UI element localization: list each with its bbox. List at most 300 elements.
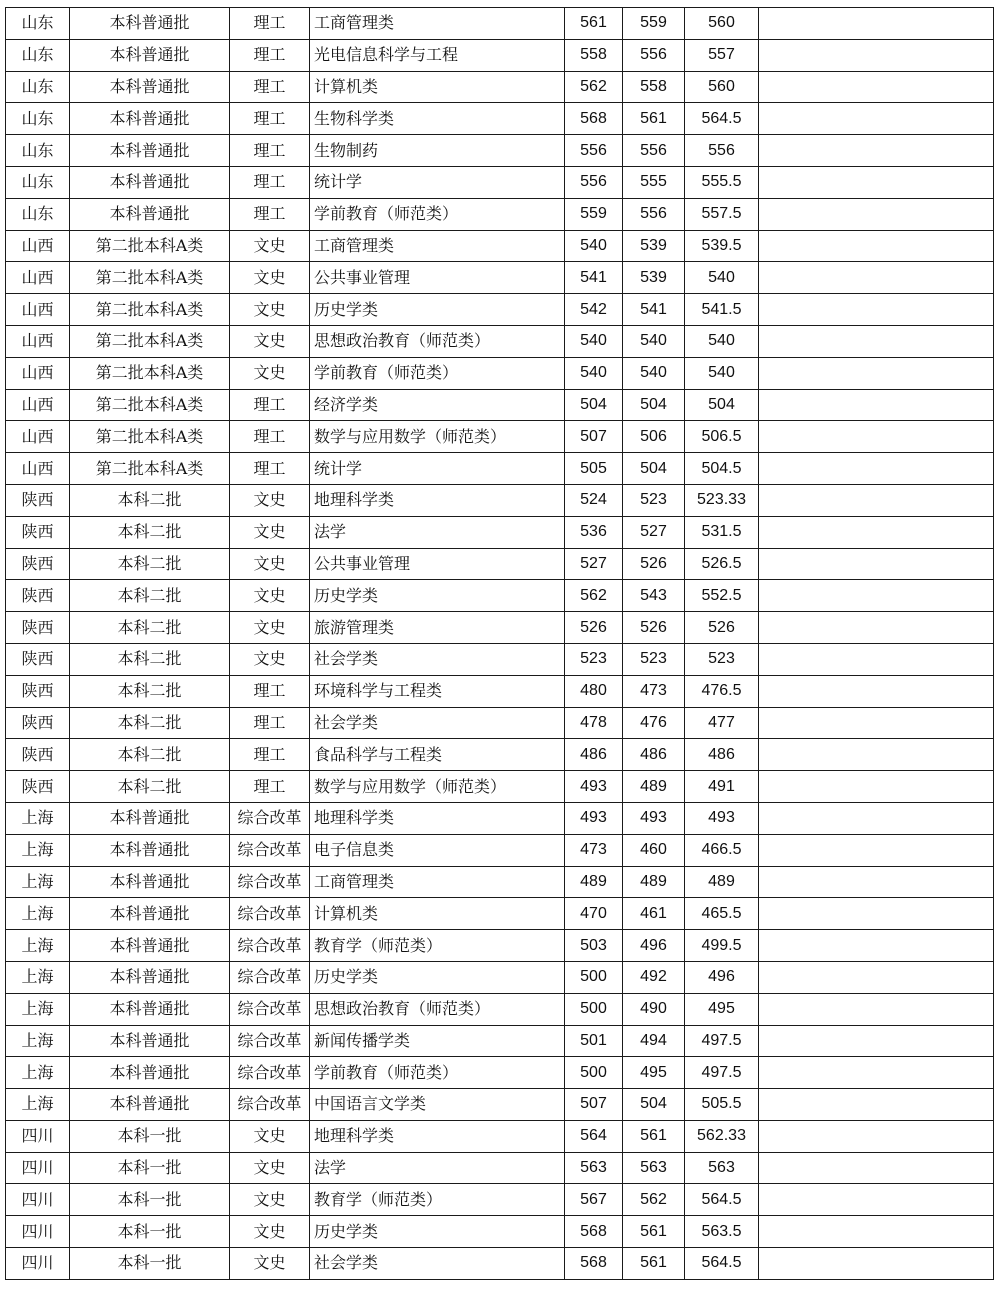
avg-score-cell: 496 — [685, 961, 759, 993]
table-row — [6, 771, 994, 803]
min-score-cell: 563 — [623, 1152, 685, 1184]
subject-cell: 综合改革 — [230, 961, 310, 993]
table-row — [6, 675, 994, 707]
batch-cell: 本科二批 — [70, 580, 230, 612]
province-cell: 上海 — [6, 834, 70, 866]
max-score-cell: 542 — [565, 294, 623, 326]
empty-cell — [759, 961, 994, 993]
max-score-cell: 556 — [565, 166, 623, 198]
batch-cell: 本科二批 — [70, 739, 230, 771]
province-cell: 山西 — [6, 230, 70, 262]
subject-cell: 文史 — [230, 1120, 310, 1152]
max-score-cell: 540 — [565, 325, 623, 357]
batch-cell: 本科普通批 — [70, 930, 230, 962]
min-score-cell: 489 — [623, 771, 685, 803]
empty-cell — [759, 1120, 994, 1152]
batch-cell: 本科普通批 — [70, 166, 230, 198]
empty-cell — [759, 898, 994, 930]
province-cell: 山东 — [6, 39, 70, 71]
major-cell: 统计学 — [310, 453, 565, 485]
min-score-cell: 540 — [623, 357, 685, 389]
province-cell: 山西 — [6, 325, 70, 357]
table-row — [6, 166, 994, 198]
province-cell: 四川 — [6, 1184, 70, 1216]
avg-score-cell: 465.5 — [685, 898, 759, 930]
subject-cell: 文史 — [230, 230, 310, 262]
empty-cell — [759, 771, 994, 803]
min-score-cell: 527 — [623, 516, 685, 548]
max-score-cell: 480 — [565, 675, 623, 707]
subject-cell: 文史 — [230, 325, 310, 357]
province-cell: 陕西 — [6, 675, 70, 707]
batch-cell: 本科二批 — [70, 643, 230, 675]
batch-cell: 本科普通批 — [70, 135, 230, 167]
major-cell: 思想政治教育（师范类） — [310, 325, 565, 357]
avg-score-cell: 526 — [685, 612, 759, 644]
batch-cell: 第二批本科A类 — [70, 421, 230, 453]
max-score-cell: 486 — [565, 739, 623, 771]
min-score-cell: 489 — [623, 866, 685, 898]
max-score-cell: 556 — [565, 135, 623, 167]
empty-cell — [759, 484, 994, 516]
major-cell: 工商管理类 — [310, 8, 565, 40]
max-score-cell: 526 — [565, 612, 623, 644]
subject-cell: 综合改革 — [230, 930, 310, 962]
major-cell: 地理科学类 — [310, 1120, 565, 1152]
min-score-cell: 523 — [623, 484, 685, 516]
max-score-cell: 568 — [565, 1248, 623, 1280]
empty-cell — [759, 516, 994, 548]
min-score-cell: 562 — [623, 1184, 685, 1216]
max-score-cell: 500 — [565, 1057, 623, 1089]
empty-cell — [759, 453, 994, 485]
table-row — [6, 707, 994, 739]
avg-score-cell: 552.5 — [685, 580, 759, 612]
table-row — [6, 389, 994, 421]
table-row — [6, 898, 994, 930]
province-cell: 四川 — [6, 1152, 70, 1184]
province-cell: 上海 — [6, 802, 70, 834]
avg-score-cell: 504 — [685, 389, 759, 421]
major-cell: 统计学 — [310, 166, 565, 198]
subject-cell: 综合改革 — [230, 866, 310, 898]
avg-score-cell: 506.5 — [685, 421, 759, 453]
batch-cell: 本科一批 — [70, 1152, 230, 1184]
subject-cell: 文史 — [230, 580, 310, 612]
empty-cell — [759, 198, 994, 230]
min-score-cell: 490 — [623, 993, 685, 1025]
table-row — [6, 294, 994, 326]
max-score-cell: 505 — [565, 453, 623, 485]
province-cell: 陕西 — [6, 548, 70, 580]
max-score-cell: 536 — [565, 516, 623, 548]
min-score-cell: 543 — [623, 580, 685, 612]
province-cell: 山西 — [6, 389, 70, 421]
province-cell: 陕西 — [6, 484, 70, 516]
subject-cell: 文史 — [230, 262, 310, 294]
min-score-cell: 494 — [623, 1025, 685, 1057]
batch-cell: 本科普通批 — [70, 834, 230, 866]
min-score-cell: 473 — [623, 675, 685, 707]
subject-cell: 文史 — [230, 1216, 310, 1248]
max-score-cell: 559 — [565, 198, 623, 230]
empty-cell — [759, 802, 994, 834]
province-cell: 山东 — [6, 198, 70, 230]
table-row — [6, 1216, 994, 1248]
min-score-cell: 561 — [623, 1248, 685, 1280]
major-cell: 工商管理类 — [310, 230, 565, 262]
avg-score-cell: 497.5 — [685, 1057, 759, 1089]
table-row — [6, 8, 994, 40]
batch-cell: 本科一批 — [70, 1120, 230, 1152]
province-cell: 陕西 — [6, 580, 70, 612]
score-table-sheet — [5, 7, 994, 1280]
min-score-cell: 526 — [623, 612, 685, 644]
table-row — [6, 580, 994, 612]
avg-score-cell: 564.5 — [685, 1248, 759, 1280]
empty-cell — [759, 675, 994, 707]
min-score-cell: 539 — [623, 262, 685, 294]
province-cell: 山东 — [6, 71, 70, 103]
major-cell: 社会学类 — [310, 1248, 565, 1280]
subject-cell: 文史 — [230, 548, 310, 580]
avg-score-cell: 540 — [685, 262, 759, 294]
batch-cell: 本科普通批 — [70, 1057, 230, 1089]
major-cell: 地理科学类 — [310, 484, 565, 516]
empty-cell — [759, 230, 994, 262]
avg-score-cell: 563 — [685, 1152, 759, 1184]
subject-cell: 文史 — [230, 484, 310, 516]
batch-cell: 本科普通批 — [70, 71, 230, 103]
table-row — [6, 262, 994, 294]
avg-score-cell: 555.5 — [685, 166, 759, 198]
major-cell: 新闻传播学类 — [310, 1025, 565, 1057]
avg-score-cell: 491 — [685, 771, 759, 803]
min-score-cell: 460 — [623, 834, 685, 866]
major-cell: 教育学（师范类） — [310, 1184, 565, 1216]
max-score-cell: 563 — [565, 1152, 623, 1184]
min-score-cell: 561 — [623, 103, 685, 135]
max-score-cell: 507 — [565, 421, 623, 453]
province-cell: 山西 — [6, 294, 70, 326]
batch-cell: 第二批本科A类 — [70, 262, 230, 294]
province-cell: 四川 — [6, 1248, 70, 1280]
avg-score-cell: 523.33 — [685, 484, 759, 516]
table-row — [6, 802, 994, 834]
batch-cell: 本科普通批 — [70, 1089, 230, 1121]
subject-cell: 理工 — [230, 71, 310, 103]
subject-cell: 理工 — [230, 8, 310, 40]
batch-cell: 本科二批 — [70, 675, 230, 707]
major-cell: 经济学类 — [310, 389, 565, 421]
min-score-cell: 540 — [623, 325, 685, 357]
table-row — [6, 421, 994, 453]
empty-cell — [759, 643, 994, 675]
subject-cell: 理工 — [230, 103, 310, 135]
min-score-cell: 476 — [623, 707, 685, 739]
empty-cell — [759, 1184, 994, 1216]
batch-cell: 本科普通批 — [70, 1025, 230, 1057]
max-score-cell: 478 — [565, 707, 623, 739]
score-table — [5, 7, 994, 1280]
table-row — [6, 1025, 994, 1057]
empty-cell — [759, 707, 994, 739]
table-row — [6, 484, 994, 516]
subject-cell: 理工 — [230, 675, 310, 707]
avg-score-cell: 495 — [685, 993, 759, 1025]
min-score-cell: 539 — [623, 230, 685, 262]
subject-cell: 文史 — [230, 516, 310, 548]
subject-cell: 文史 — [230, 1184, 310, 1216]
empty-cell — [759, 39, 994, 71]
min-score-cell: 556 — [623, 39, 685, 71]
subject-cell: 综合改革 — [230, 993, 310, 1025]
subject-cell: 理工 — [230, 739, 310, 771]
empty-cell — [759, 71, 994, 103]
avg-score-cell: 541.5 — [685, 294, 759, 326]
batch-cell: 本科二批 — [70, 771, 230, 803]
table-row — [6, 643, 994, 675]
subject-cell: 文史 — [230, 643, 310, 675]
max-score-cell: 493 — [565, 802, 623, 834]
major-cell: 历史学类 — [310, 1216, 565, 1248]
empty-cell — [759, 1089, 994, 1121]
province-cell: 陕西 — [6, 739, 70, 771]
batch-cell: 本科一批 — [70, 1216, 230, 1248]
subject-cell: 理工 — [230, 166, 310, 198]
min-score-cell: 461 — [623, 898, 685, 930]
empty-cell — [759, 1025, 994, 1057]
batch-cell: 本科二批 — [70, 612, 230, 644]
subject-cell: 理工 — [230, 707, 310, 739]
max-score-cell: 507 — [565, 1089, 623, 1121]
table-row — [6, 739, 994, 771]
province-cell: 陕西 — [6, 771, 70, 803]
subject-cell: 理工 — [230, 771, 310, 803]
province-cell: 山西 — [6, 421, 70, 453]
avg-score-cell: 493 — [685, 802, 759, 834]
province-cell: 陕西 — [6, 612, 70, 644]
empty-cell — [759, 548, 994, 580]
table-row — [6, 612, 994, 644]
table-row — [6, 516, 994, 548]
major-cell: 历史学类 — [310, 961, 565, 993]
empty-cell — [759, 1248, 994, 1280]
batch-cell: 第二批本科A类 — [70, 230, 230, 262]
major-cell: 中国语言文学类 — [310, 1089, 565, 1121]
province-cell: 山西 — [6, 357, 70, 389]
table-row — [6, 993, 994, 1025]
empty-cell — [759, 294, 994, 326]
max-score-cell: 540 — [565, 230, 623, 262]
min-score-cell: 556 — [623, 198, 685, 230]
empty-cell — [759, 103, 994, 135]
max-score-cell: 562 — [565, 71, 623, 103]
avg-score-cell: 557.5 — [685, 198, 759, 230]
avg-score-cell: 564.5 — [685, 103, 759, 135]
max-score-cell: 504 — [565, 389, 623, 421]
major-cell: 数学与应用数学（师范类） — [310, 771, 565, 803]
major-cell: 公共事业管理 — [310, 548, 565, 580]
subject-cell: 综合改革 — [230, 802, 310, 834]
table-row — [6, 834, 994, 866]
min-score-cell: 504 — [623, 389, 685, 421]
max-score-cell: 558 — [565, 39, 623, 71]
province-cell: 陕西 — [6, 516, 70, 548]
province-cell: 上海 — [6, 1089, 70, 1121]
avg-score-cell: 466.5 — [685, 834, 759, 866]
avg-score-cell: 476.5 — [685, 675, 759, 707]
subject-cell: 综合改革 — [230, 1057, 310, 1089]
province-cell: 山西 — [6, 262, 70, 294]
batch-cell: 本科普通批 — [70, 866, 230, 898]
max-score-cell: 503 — [565, 930, 623, 962]
avg-score-cell: 504.5 — [685, 453, 759, 485]
table-row — [6, 1152, 994, 1184]
min-score-cell: 486 — [623, 739, 685, 771]
major-cell: 学前教育（师范类） — [310, 198, 565, 230]
avg-score-cell: 563.5 — [685, 1216, 759, 1248]
min-score-cell: 504 — [623, 1089, 685, 1121]
empty-cell — [759, 135, 994, 167]
batch-cell: 本科二批 — [70, 484, 230, 516]
min-score-cell: 561 — [623, 1120, 685, 1152]
table-row — [6, 357, 994, 389]
table-row — [6, 39, 994, 71]
subject-cell: 文史 — [230, 1248, 310, 1280]
max-score-cell: 493 — [565, 771, 623, 803]
table-row — [6, 135, 994, 167]
province-cell: 上海 — [6, 961, 70, 993]
batch-cell: 第二批本科A类 — [70, 389, 230, 421]
table-row — [6, 961, 994, 993]
major-cell: 食品科学与工程类 — [310, 739, 565, 771]
empty-cell — [759, 993, 994, 1025]
major-cell: 社会学类 — [310, 643, 565, 675]
empty-cell — [759, 166, 994, 198]
major-cell: 生物制药 — [310, 135, 565, 167]
avg-score-cell: 486 — [685, 739, 759, 771]
min-score-cell: 492 — [623, 961, 685, 993]
major-cell: 工商管理类 — [310, 866, 565, 898]
batch-cell: 本科普通批 — [70, 198, 230, 230]
avg-score-cell: 540 — [685, 325, 759, 357]
table-row — [6, 325, 994, 357]
avg-score-cell: 540 — [685, 357, 759, 389]
subject-cell: 综合改革 — [230, 1089, 310, 1121]
empty-cell — [759, 739, 994, 771]
max-score-cell: 564 — [565, 1120, 623, 1152]
province-cell: 上海 — [6, 1057, 70, 1089]
min-score-cell: 555 — [623, 166, 685, 198]
avg-score-cell: 539.5 — [685, 230, 759, 262]
avg-score-cell: 560 — [685, 71, 759, 103]
avg-score-cell: 523 — [685, 643, 759, 675]
empty-cell — [759, 866, 994, 898]
major-cell: 公共事业管理 — [310, 262, 565, 294]
max-score-cell: 568 — [565, 103, 623, 135]
avg-score-cell: 477 — [685, 707, 759, 739]
subject-cell: 综合改革 — [230, 1025, 310, 1057]
subject-cell: 理工 — [230, 421, 310, 453]
empty-cell — [759, 262, 994, 294]
major-cell: 计算机类 — [310, 71, 565, 103]
max-score-cell: 500 — [565, 993, 623, 1025]
subject-cell: 理工 — [230, 389, 310, 421]
min-score-cell: 504 — [623, 453, 685, 485]
max-score-cell: 470 — [565, 898, 623, 930]
min-score-cell: 523 — [623, 643, 685, 675]
empty-cell — [759, 389, 994, 421]
table-row — [6, 548, 994, 580]
empty-cell — [759, 1152, 994, 1184]
avg-score-cell: 499.5 — [685, 930, 759, 962]
major-cell: 教育学（师范类） — [310, 930, 565, 962]
major-cell: 电子信息类 — [310, 834, 565, 866]
score-table-body — [6, 8, 994, 1280]
table-row — [6, 866, 994, 898]
major-cell: 光电信息科学与工程 — [310, 39, 565, 71]
province-cell: 上海 — [6, 866, 70, 898]
table-row — [6, 103, 994, 135]
max-score-cell: 523 — [565, 643, 623, 675]
max-score-cell: 541 — [565, 262, 623, 294]
avg-score-cell: 557 — [685, 39, 759, 71]
max-score-cell: 473 — [565, 834, 623, 866]
major-cell: 法学 — [310, 1152, 565, 1184]
province-cell: 上海 — [6, 993, 70, 1025]
avg-score-cell: 526.5 — [685, 548, 759, 580]
batch-cell: 本科普通批 — [70, 802, 230, 834]
major-cell: 地理科学类 — [310, 802, 565, 834]
min-score-cell: 506 — [623, 421, 685, 453]
province-cell: 陕西 — [6, 707, 70, 739]
table-row — [6, 1248, 994, 1280]
batch-cell: 本科二批 — [70, 548, 230, 580]
subject-cell: 综合改革 — [230, 898, 310, 930]
empty-cell — [759, 8, 994, 40]
max-score-cell: 524 — [565, 484, 623, 516]
major-cell: 计算机类 — [310, 898, 565, 930]
table-row — [6, 198, 994, 230]
province-cell: 上海 — [6, 930, 70, 962]
batch-cell: 第二批本科A类 — [70, 357, 230, 389]
batch-cell: 第二批本科A类 — [70, 453, 230, 485]
table-row — [6, 1089, 994, 1121]
subject-cell: 理工 — [230, 39, 310, 71]
major-cell: 社会学类 — [310, 707, 565, 739]
subject-cell: 理工 — [230, 453, 310, 485]
avg-score-cell: 505.5 — [685, 1089, 759, 1121]
min-score-cell: 559 — [623, 8, 685, 40]
major-cell: 历史学类 — [310, 294, 565, 326]
major-cell: 旅游管理类 — [310, 612, 565, 644]
min-score-cell: 496 — [623, 930, 685, 962]
province-cell: 山东 — [6, 8, 70, 40]
subject-cell: 文史 — [230, 294, 310, 326]
major-cell: 法学 — [310, 516, 565, 548]
empty-cell — [759, 580, 994, 612]
batch-cell: 本科一批 — [70, 1184, 230, 1216]
empty-cell — [759, 357, 994, 389]
province-cell: 上海 — [6, 1025, 70, 1057]
batch-cell: 本科普通批 — [70, 39, 230, 71]
batch-cell: 本科普通批 — [70, 898, 230, 930]
min-score-cell: 526 — [623, 548, 685, 580]
max-score-cell: 501 — [565, 1025, 623, 1057]
batch-cell: 本科二批 — [70, 707, 230, 739]
empty-cell — [759, 612, 994, 644]
